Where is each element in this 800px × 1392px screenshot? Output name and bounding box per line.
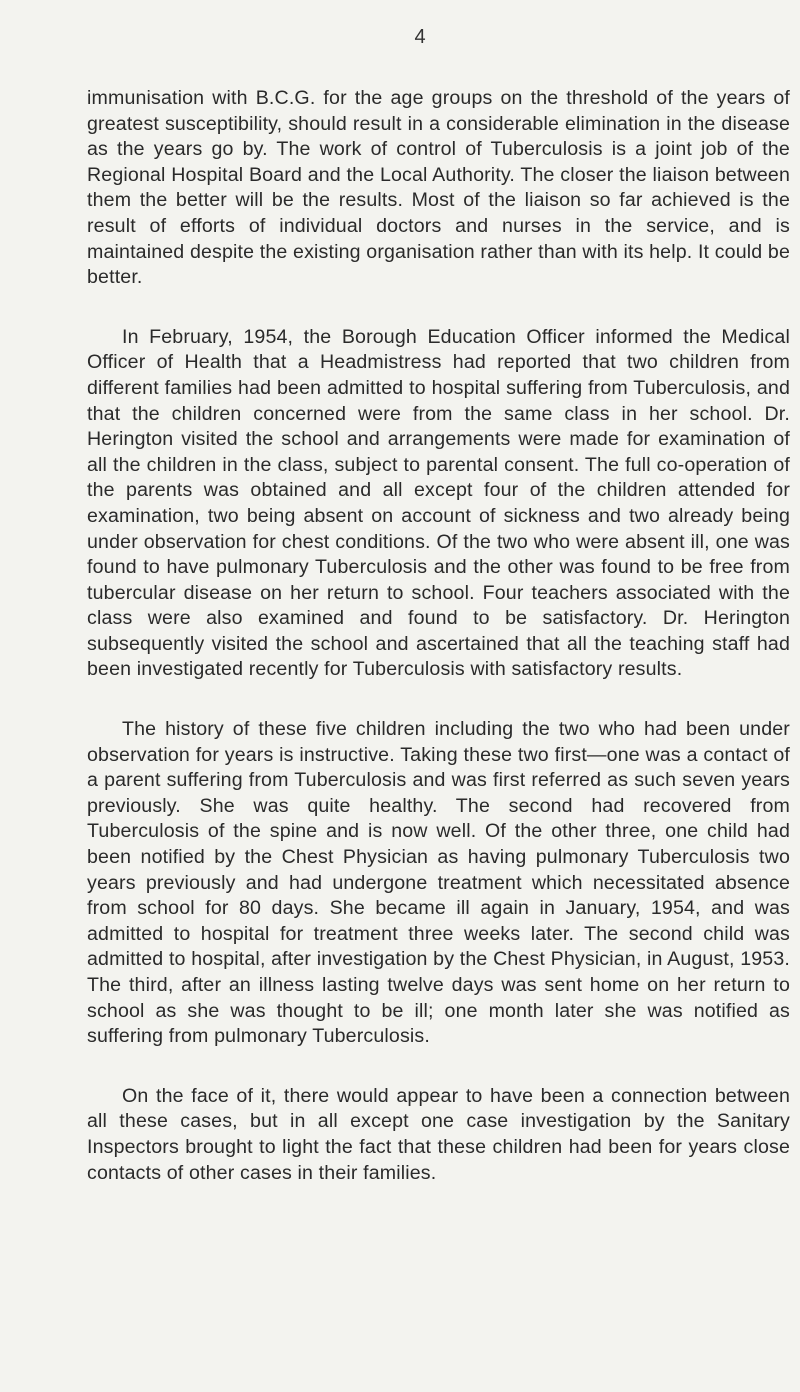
paragraph-continuation: immunisation with B.C.G. for the age groups on the threshold of the years of greatest susceptibility, should result in a considerable elimination in the disease as the years go by. The work of control of Tuberculosis is a joint job of the Regional Hospital Board and the Local Authority. The closer the liaison between them the better will be the results. Most of the liaison so far achieved is the result of efforts of individual doctors and nurses in the service, and is maintained despite the existing organisation rather than with its help. It could be better.: [87, 87, 791, 289]
paragraph-conclusion: On the face of it, there would appear to have been a connection between all these cases, but in all except one case investigation by the Sanitary Inspectors brought to light the fact that these children had been for years close contacts of other cases in their families.: [87, 1084, 790, 1184]
body-text: [87, 86, 790, 1220]
paragraph-children-history: The history of these five children including the two who had been under observation for years is instructive. Taking these two first—one was a contact of a parent suffering from Tuberculosis and was first referred as such seven years previously. She was quite healthy. The second had recovered from Tuberculosis of the spine and is now well. Of the other three, one child had been notified by the Chest Physician as having pulmonary Tuberculosis two years previously and had undergone treatment which necessitated absence from school for 80 days. She became ill again in January, 1954, and was admitted to hospital for treatment three weeks later. The second child was admitted to hospital, after investigation by the Chest Physician, in August, 1953. The third, after an illness lasting twelve days was sent home on her return to school as she was thought to be ill; one month later she was notified as suffering from pulmonary Tuberculosis.: [87, 718, 790, 1048]
paragraph-school-investigation: In February, 1954, the Borough Education Officer informed the Medical Officer of Health that a Headmistress had reported that two children from different families had been admitted to hospital suffering from Tuberculosis, and that the children concerned were from the same class in her school. Dr. Herington visited the school and arrangements were made for examination of all the children in the class, subject to parental consent. The full co-operation of the parents was obtained and all except four of the children attended for examination, two being absent on account of sickness and two already being under observation for chest conditions. Of the two who were absent ill, one was found to have pulmonary Tuberculosis and the other was found to be free from tubercular disease on her return to school. Four teachers associated with the class were also examined and found to be satisfactory. Dr. Herington subsequently visited the school and ascertained that all the teaching staff had been investigated recently for Tuberculosis with satisfactory results.: [87, 325, 790, 681]
page-number: 4: [414, 26, 426, 48]
